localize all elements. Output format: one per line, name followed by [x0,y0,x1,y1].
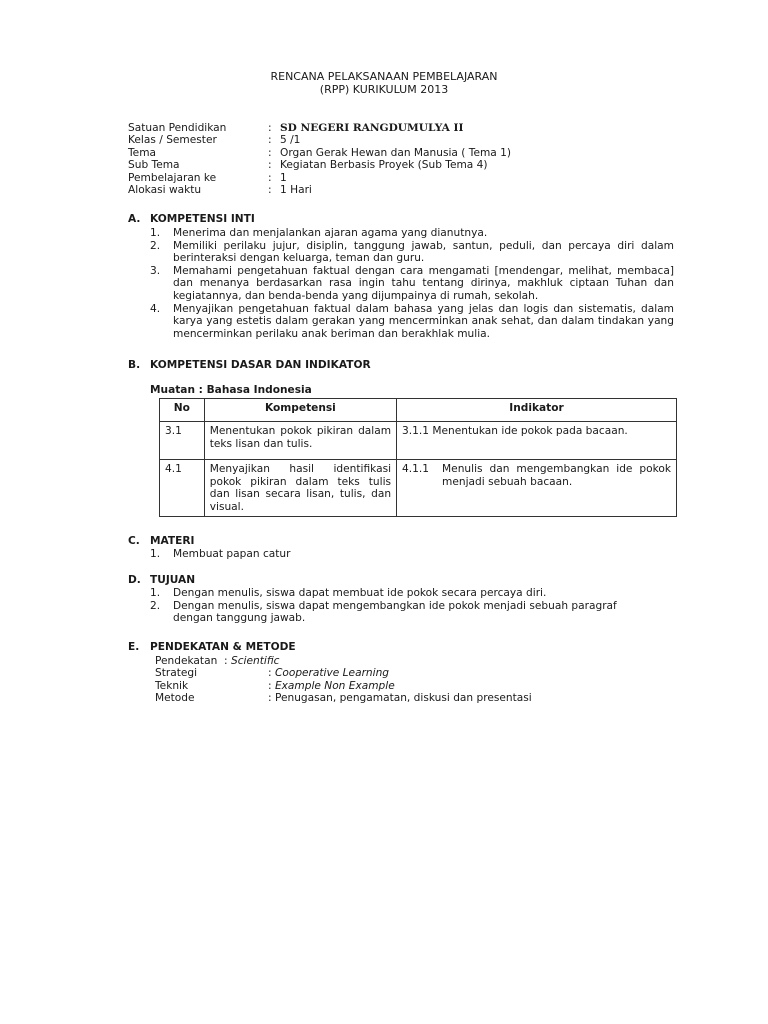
info-colon: : [268,122,272,134]
metode-label: Metode [155,692,195,705]
metode-colon: : [268,679,272,692]
metode-label: Strategi [155,667,198,680]
info-colon: : [268,146,272,159]
info-label: Kelas / Semester [128,134,217,147]
metode-colon: : [268,692,272,705]
info-value: 1 [280,171,287,184]
table-row [160,460,677,517]
section-letter: C. [128,535,140,547]
section-heading-d [128,574,688,587]
info-label: Sub Tema [128,159,180,172]
info-value: 5 /1 [280,134,301,147]
pendekatan-colon: : [224,655,228,667]
cell-indikator [397,460,677,517]
section-letter: E. [128,641,140,653]
list-text: Dengan menulis, siswa dapat mengembangkan ide pokok menjadi sebuah paragraf dengan tanggung jawab. [173,599,617,625]
info-label: Satuan Pendidikan [128,122,227,134]
indikator-text: Menulis dan mengembangkan ide pokok menjadi sebuah bacaan. [442,463,671,488]
section-letter: A. [128,213,141,225]
info-row [128,184,688,196]
list-number: 3. [150,264,161,277]
metode-row [155,692,675,704]
list-text: Menerima dan menjalankan ajaran agama yang dianutnya. [173,227,488,239]
section-title: TUJUAN [150,574,196,586]
info-value: 1 Hari [280,183,312,196]
list-number: 2. [150,599,161,612]
section-title: MATERI [150,535,195,547]
indikator-entry [402,463,671,488]
info-value: SD NEGERI RANGDUMULYA II [280,122,464,134]
muatan-label: Muatan : Bahasa Indonesia [150,384,312,396]
section-letter: D. [128,574,141,586]
list-item [150,265,674,303]
cell-kompetensi: Menyajikan hasil identifikasi pokok pikiran dalam teks tulis dan lisan secara lisan, tulis, dan visual. [204,460,396,517]
section-letter: B. [128,359,141,371]
info-colon: : [268,171,272,184]
list-text: Memahami pengetahuan faktual dengan cara mengamati [mendengar, melihat, membaca] dan menanya berdasarkan rasa ingin tahu tentang dirinya, makhluk ciptaan Tuhan dan kegiatannya, dan benda-benda yang dijumpainya di rumah, sekolah. [173,264,674,302]
list-item [150,600,674,625]
identity-block [128,122,688,196]
metode-row [155,680,675,692]
info-row [128,147,688,159]
metode-value: Penugasan, pengamatan, diskusi dan presentasi [274,692,532,705]
section-title: PENDEKATAN & METODE [150,641,296,653]
doc-title-line1: RENCANA PELAKSANAAN PEMBELAJARAN [270,70,498,83]
list-number: 4. [150,302,161,315]
cell-no: 3.1 [160,422,205,460]
list-text: Membuat papan catur [173,548,291,560]
info-label: Pembelajaran ke [128,171,217,184]
list-number: 1. [150,587,161,599]
pendekatan-row [155,655,675,667]
info-colon: : [268,183,272,196]
list-text: Menyajikan pengetahuan faktual dalam bahasa yang jelas dan logis dan sistematis, dalam karya yang estetis dalam gerakan yang mencerminkan anak sehat, dan dalam tindakan yang mencerminkan perilaku anak beriman dan berakhlak mulia. [173,302,674,340]
tujuan-list [150,587,674,625]
indikator-code: 3.1.1 [402,425,430,437]
section-heading-a [128,213,688,226]
indikator-text: Menentukan ide pokok pada bacaan. [432,425,628,437]
list-text: Dengan menulis, siswa dapat membuat ide pokok secara percaya diri. [173,587,547,599]
info-label: Alokasi waktu [128,183,202,196]
section-heading-e [128,641,688,654]
list-item [150,587,674,600]
cell-indikator [397,422,677,460]
info-label: Tema [128,146,156,159]
info-value: Kegiatan Berbasis Proyek (Sub Tema 4) [280,159,488,172]
indikator-code: 4.1.1 [402,463,430,475]
info-row [128,122,688,134]
list-item [150,227,674,240]
pendekatan-value: Scientific [231,655,280,667]
metode-value: Cooperative Learning [274,667,390,680]
cell-kompetensi: Menentukan pokok pikiran dalam teks lisan dan tulis. [204,422,396,460]
header-no: No [160,399,205,422]
info-row [128,172,688,184]
pendekatan-label: Pendekatan [155,655,218,667]
list-number: 1. [150,227,161,239]
info-row [128,159,688,171]
metode-block [155,655,675,705]
section-title: KOMPETENSI INTI [150,213,255,225]
list-item [150,548,674,561]
metode-label: Teknik [155,679,189,692]
kompetensi-inti-list [150,227,674,340]
kompetensi-table [159,398,677,517]
cell-no: 4.1 [160,460,205,517]
section-heading-b [128,359,688,372]
list-number: 2. [150,239,161,252]
section-title: KOMPETENSI DASAR DAN INDIKATOR [150,359,371,371]
doc-title-line2: (RPP) KURIKULUM 2013 [319,83,449,96]
metode-value: Example Non Example [274,679,395,692]
info-colon: : [268,134,272,147]
metode-row [155,667,675,679]
materi-list [150,548,674,561]
indikator-entry [402,425,671,438]
info-colon: : [268,159,272,172]
metode-colon: : [268,667,272,680]
list-item [150,303,674,341]
list-text: Memiliki perilaku jujur, disiplin, tanggung jawab, santun, peduli, dan percaya diri dalam berinteraksi dengan keluarga, teman dan guru. [173,239,674,265]
info-row [128,134,688,146]
list-item [150,240,674,265]
section-heading-c [128,535,688,548]
header-indikator: Indikator [397,399,677,422]
header-kompetensi: Kompetensi [204,399,396,422]
list-number: 1. [150,548,161,560]
table-row [160,422,677,460]
table-header-row [160,399,677,422]
info-value: Organ Gerak Hewan dan Manusia ( Tema 1) [280,146,512,159]
